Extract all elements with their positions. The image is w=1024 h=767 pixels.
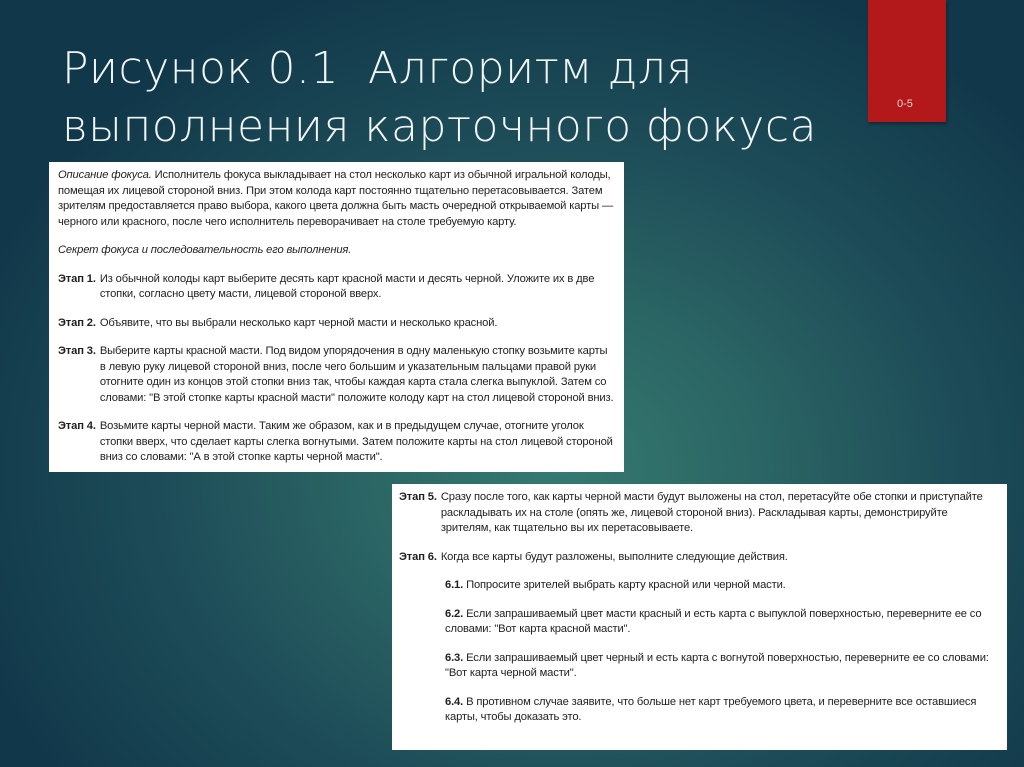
- step-1: [58, 272, 614, 303]
- step-label: Этап 6.: [399, 550, 437, 563]
- slide-title-line-2: выполнения карточного фокуса: [62, 101, 817, 152]
- step-label: Этап 2.: [58, 316, 96, 329]
- step-3: [58, 344, 614, 406]
- substep-text: В противном случае заявите, что больше нет карт требуемого цвета, и переверните все оставшиеся карты, чтобы доказать это.: [445, 695, 977, 723]
- substep-6-1: [445, 578, 997, 594]
- substep-label: 6.3.: [445, 651, 464, 664]
- text-panel-right: [392, 484, 1007, 750]
- step-text: Сразу после того, как карты черной масти будут выложены на стол, перетасуйте обе стопки и приступайте раскладывать их на столе (опять же, лицевой стороной вниз). Раскладывая карты, демонстрируйте зрителям, как тщательно вы их перетасовываете.: [440, 491, 983, 534]
- slide-title-line-1: Рисунок 0.1 Алгоритм для: [62, 43, 693, 94]
- step-4: [58, 419, 614, 466]
- step-6: [399, 550, 997, 566]
- substep-text: Если запрашиваемый цвет черный и есть карта с вогнутой поверхностью, переверните ее со словами: "Вот карта черной масти".: [445, 651, 989, 679]
- secret-heading: Секрет фокуса и последовательность его выполнения.: [58, 244, 352, 256]
- step-text: Когда все карты будут разложены, выполните следующие действия.: [440, 550, 788, 563]
- description-label: Описание фокуса.: [58, 169, 152, 181]
- step-2: [58, 316, 614, 332]
- trick-description: [58, 168, 614, 230]
- substep-label: 6.4.: [445, 695, 464, 708]
- substep-6-3: [445, 651, 997, 682]
- slide-number: 0-5: [897, 98, 913, 110]
- step-label: Этап 1.: [58, 272, 96, 285]
- text-panel-left: [49, 162, 624, 472]
- step-label: Этап 5.: [399, 491, 437, 503]
- step-text: Выберите карты красной масти. Под видом упорядочения в одну маленькую стопку возьмите карты в левую руку лицевой стороной вниз, после чего большим и указательным пальцами правой руки отогните один из концов этой стопки вниз так, чтобы каждая карта стала слегка выпуклой. Затем со словами: "В этой стопке карты красной масти" положите колоду карт на стол лицевой стороной вниз.: [99, 345, 614, 404]
- step-text: Из обычной колоды карт выберите десять карт красной масти и десять черной. Уложите их в две стопки, согласно цвету масти, лицевой стороной вверх.: [99, 272, 595, 300]
- step-label: Этап 4.: [58, 420, 96, 432]
- step-5: [399, 490, 997, 537]
- substep-label: 6.1.: [445, 579, 464, 591]
- step-label: Этап 3.: [58, 345, 96, 357]
- substep-text: Если запрашиваемый цвет масти красный и есть карта с выпуклой поверхностью, переверните ее со словами: "Вот карта красной масти".: [445, 607, 982, 635]
- description-text: Исполнитель фокуса выкладывает на стол несколько карт из обычной игральной колоды, помещая их лицевой стороной вниз. При этом колода карт постоянно тщательно перетасовывается. Затем зрителям предоставляется право выбора, какого цвета должна быть масть очередной открываемой карты — черного или красного, после чего исполнитель переворачивает на столе требуемую карту.: [58, 169, 613, 228]
- substep-6-4: [445, 695, 997, 726]
- step-text: Объявите, что вы выбрали несколько карт черной масти и несколько красной.: [99, 316, 498, 329]
- slide-title: [62, 40, 962, 156]
- substep-6-2: [445, 607, 997, 638]
- substep-text: Попросите зрителей выбрать карту красной или черной масти.: [466, 579, 786, 591]
- step-text: Возьмите карты черной масти. Таким же образом, как и в предыдущем случае, отогните уголок стопки вверх, что сделает карты слегка вогнутыми. Затем положите карты на стол лицевой стороной вниз со словами: "А в этой стопке карты черной масти".: [99, 420, 613, 463]
- substep-label: 6.2.: [445, 607, 464, 620]
